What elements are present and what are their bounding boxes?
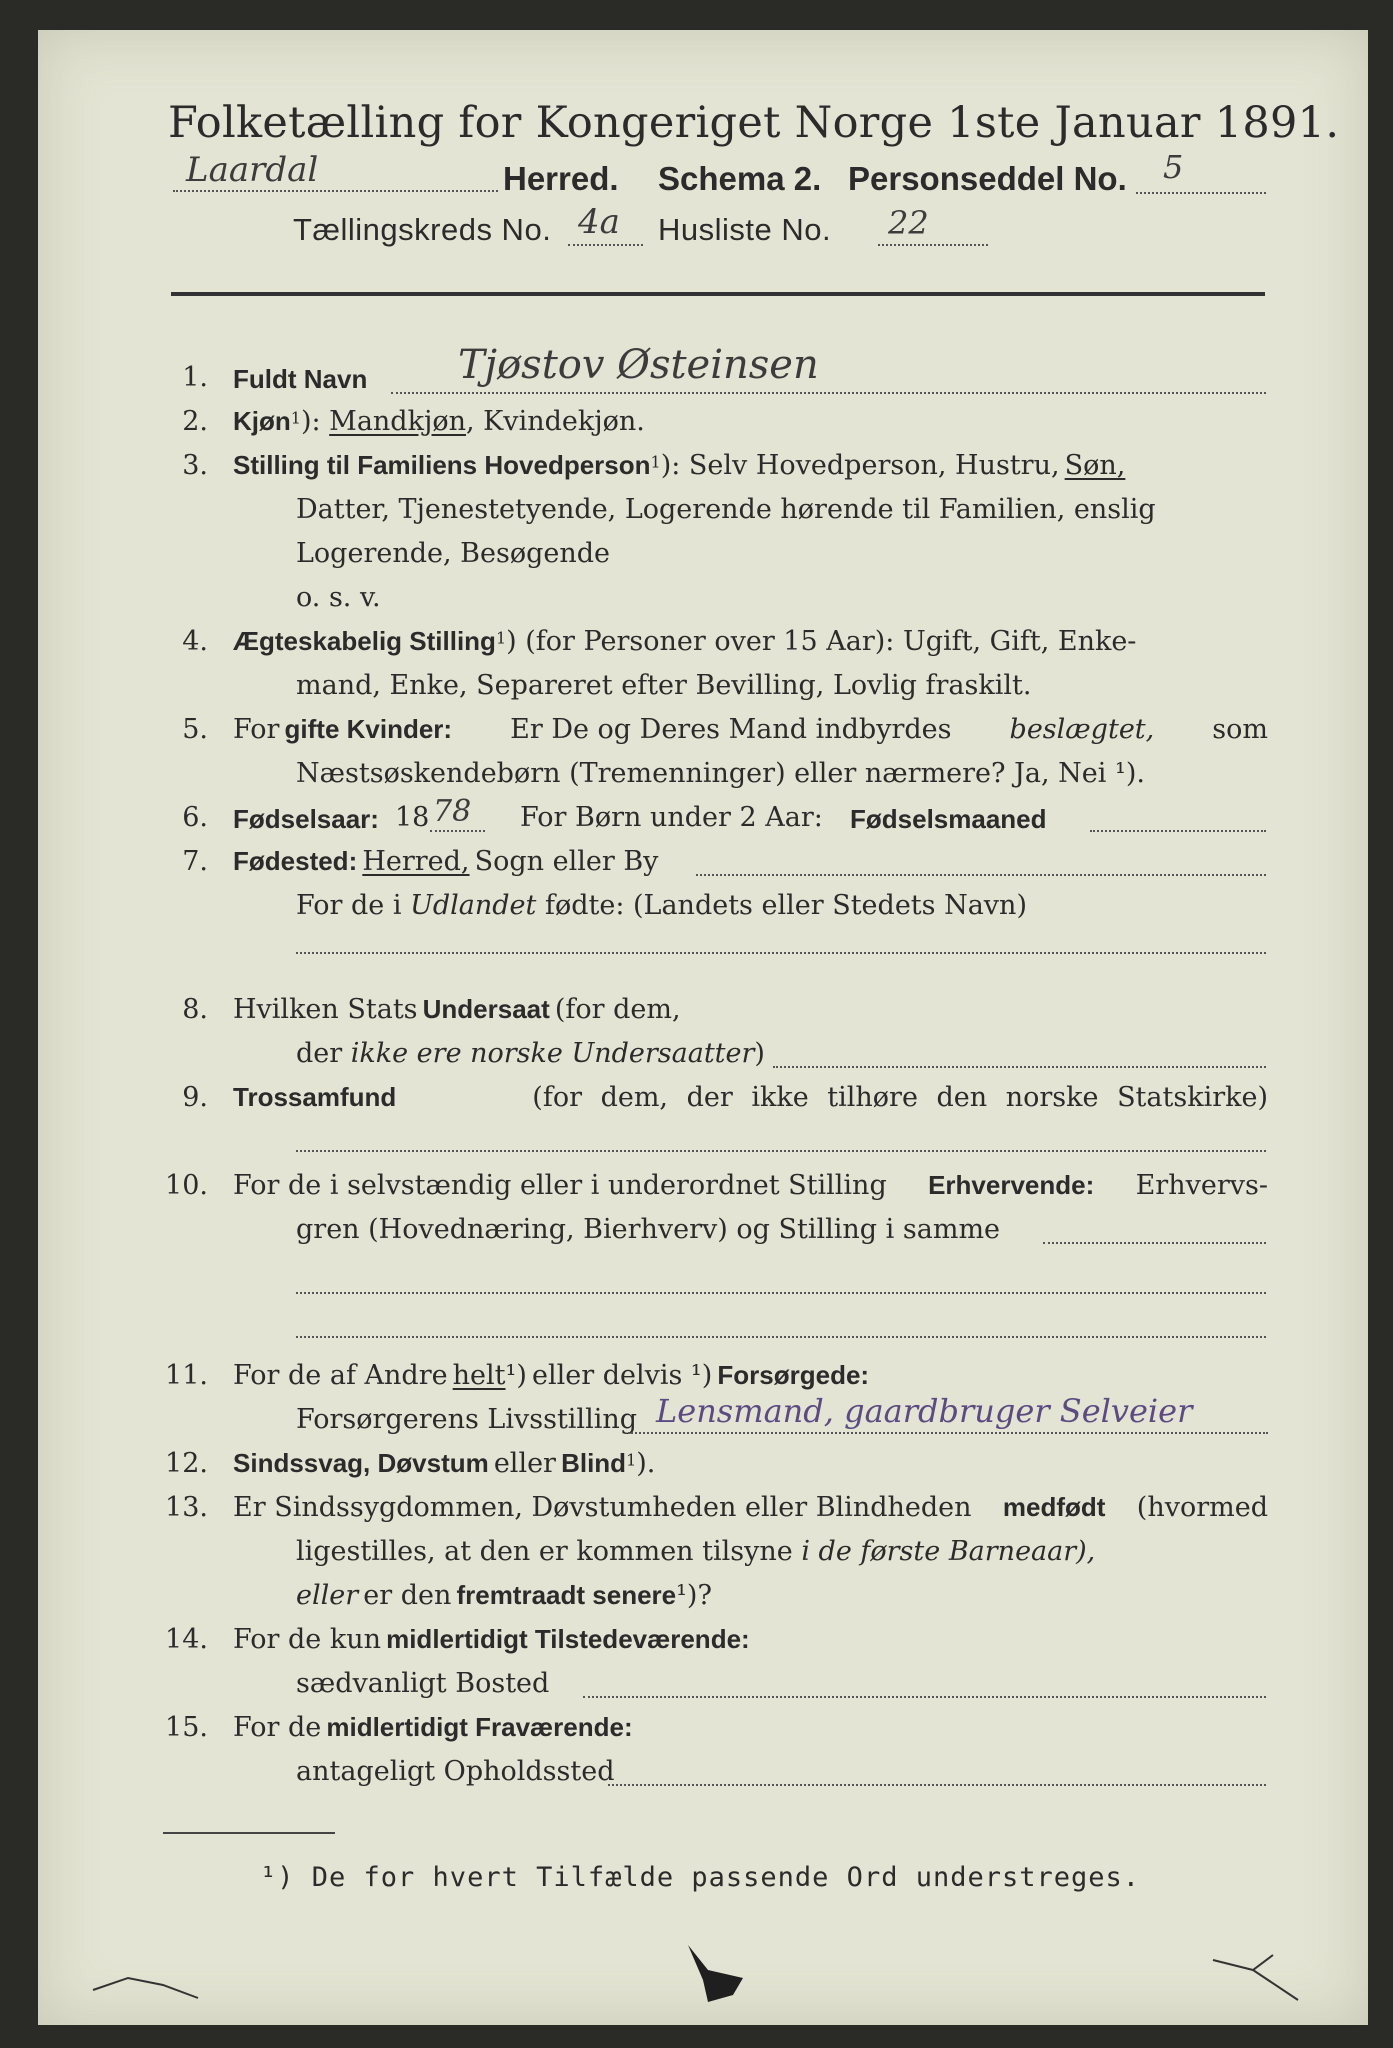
personseddel-number: 5 [1163,148,1184,186]
temporary-absent-line-1 [233,1712,633,1743]
birthplace-abroad-italic: Udlandet [410,890,537,921]
occupation-line2-b: Stilling i samme [778,1214,1001,1245]
sex-line: Kjøn$^1$): Mandkjøn, Kvindekjøn. [233,406,645,437]
marital-line-1: Ægteskabelig Stilling$^1$) (for Personer over 15 Aar): Ugift, Gift, Enke- [233,626,1137,657]
occupation-line-2 [296,1214,1000,1245]
congenital-line-3 [296,1580,712,1611]
citizenship-line-1 [233,994,681,1025]
supported-line-1: For de af Andre helt¹) eller delvis ¹) Forsørgede: [233,1360,870,1391]
position-line-4: o. s. v. [296,582,381,613]
item-number: 7. [182,846,208,877]
census-form-sheet [38,30,1368,2025]
occupation-post: Erhvervs- [1135,1170,1268,1201]
birthplace-line-2 [296,890,1027,921]
birth-year-prefix: 18 [395,802,430,833]
congenital-line-2 [296,1536,1095,1567]
position-line-1: Stilling til Familiens Hovedperson$^1$): Selv Hovedperson, Hustru, Søn, [233,450,1126,481]
full-name-answer: Tjøstov Østeinsen [458,342,819,388]
congenital-line3-a: er den [363,1580,452,1611]
pen-stroke-right [1203,1950,1323,2010]
kreds-number: 4a [578,202,620,242]
sex-label: Kjøn [233,406,291,436]
disability-line [233,1448,655,1479]
header-rule [171,292,1265,296]
item-number: 9. [182,1082,208,1113]
citizenship-line-2 [296,1038,765,1069]
married-women-related: beslægtet, [1009,714,1155,745]
marital-options-1: (for Personer over 15 Aar): Ugift, Gift, Enke- [525,626,1137,657]
occupation-dotline-2 [296,1292,1266,1294]
congenital-pre: Er Sindssygdommen, Døvstumheden eller Blindheden [233,1492,972,1523]
married-women-line-1 [233,714,1268,745]
item-number: 14. [165,1624,208,1655]
congenital-line-1 [233,1492,1268,1523]
supported-mid: eller delvis ¹) [531,1360,713,1391]
married-women-label: gifte Kvinder: [284,714,453,744]
birthplace-line-1 [233,846,658,877]
ink-blot-mark [678,1940,758,2010]
citizenship-label: Undersaat [422,994,550,1024]
citizenship-line2-pre: der [296,1038,343,1069]
birth-month-dotline [1090,830,1266,832]
birthplace-dotline [696,874,1266,876]
birth-month-text: For Børn under 2 Aar: [520,802,823,833]
item-number: 2. [182,406,208,437]
herred-label: Herred. [503,160,619,197]
position-line-2: Datter, Tjenestetyende, Logerende hørende til Familien, enslig [296,494,1156,525]
disability-end: ). [636,1448,656,1479]
birthplace-abroad-dotline [296,952,1266,954]
item-number: 12. [165,1448,208,1479]
congenital-line3-italic: eller [296,1580,359,1611]
occupation-line-1 [233,1170,1268,1201]
position-options-1: Selv Hovedperson, Hustru, [688,450,1060,481]
citizenship-dotline [773,1066,1266,1068]
birthplace-option-herred-underlined: Herred, [362,846,470,877]
supporter-occupation-dotline [628,1432,1268,1434]
sex-option-female: Kvindekjøn. [483,406,645,437]
birthplace-abroad-post: fødte: (Landets eller Stedets Navn) [544,890,1027,921]
birthplace-options: Sogn eller By [474,846,659,877]
full-name-dotline [391,392,1266,394]
citizenship-line2-italic: ikke ere norske Undersaatter [350,1038,755,1069]
item-number: 3. [182,450,208,481]
personseddel-label: Personseddel No. [848,160,1127,197]
supporter-occupation-label: Forsørgerens Livsstilling [296,1404,638,1435]
item-number: 1. [182,362,208,393]
item-number: 11. [165,1360,208,1391]
kreds-dotline [568,244,643,246]
herred-name-handwritten: Laardal [186,150,319,190]
congenital-post: (hvormed [1136,1492,1268,1523]
husliste-number: 22 [888,204,929,242]
birthplace-abroad-pre: For de i [296,890,402,921]
religion-text: (for dem, der ikke tilhøre den norske Statskirke) [532,1082,1268,1113]
kreds-label: Tællingskreds No. [293,212,552,247]
temporary-present-label: midlertidigt Tilstedeværende: [386,1624,750,1654]
birth-year-label: Fødselsaar: [233,804,379,834]
supported-label: Forsørgede: [717,1360,870,1390]
temporary-present-line-1 [233,1624,750,1655]
item-number: 6. [182,802,208,833]
marital-line-2: mand, Enke, Separeret efter Bevilling, Lovlig fraskilt. [296,670,1032,701]
item-number: 8. [182,994,208,1025]
usual-residence-label: sædvanligt Bosted [296,1668,550,1699]
item-number: 4. [182,626,208,657]
temporary-absent-pre: For de [233,1712,322,1743]
usual-residence-dotline [583,1696,1266,1698]
occupation-label: Erhvervende: [928,1170,1095,1200]
religion-line-1 [233,1082,1268,1113]
sex-option-male-underlined: Mandkjøn [329,406,466,437]
item-number: 15. [165,1712,208,1743]
congenital-line3-bold: fremtraadt senere [456,1580,677,1610]
citizenship-post: (for dem, [554,994,681,1025]
footnote-rule [163,1832,335,1834]
herred-dotline [173,190,498,192]
item-number: 13. [165,1492,208,1523]
marital-label: Ægteskabelig Stilling [233,626,496,656]
married-women-som: som [1212,714,1268,745]
occupation-dotline-3 [296,1336,1266,1338]
footnote-marker: 1 [495,628,507,648]
congenital-line2-italic: i de første Barneaar), [801,1536,1096,1567]
footnote-text: ¹) De for hvert Tilfælde passende Ord understreges. [260,1862,1141,1893]
footnote-marker: 1 [290,408,301,428]
birth-year-answer: 78 [433,794,472,829]
occupation-line2-a: gren (Hovednæring, Bierhverv) og [296,1214,770,1245]
pen-stroke-left [88,1960,208,2000]
schema-label: Schema 2. [658,160,822,197]
probable-residence-dotline [608,1784,1266,1786]
footnote-marker: 1 [650,452,661,472]
full-name-label: Fuldt Navn [233,364,368,394]
disability-label: Sindssvag, Døvstum [233,1448,489,1478]
footnote-marker: 1 [626,1450,637,1470]
congenital-line3-end: ¹)? [676,1580,712,1611]
position-label: Stilling til Familiens Hovedperson [233,450,651,480]
occupation-pre: For de i selvstændig eller i underordnet Stilling [233,1170,887,1201]
supported-pre: For de af Andre [233,1360,448,1391]
supporter-occupation-answer: Lensmand, gaardbruger Selveier [656,1392,1193,1430]
blind-label: Blind [561,1448,627,1478]
congenital-line2-a: ligestilles, at den er kommen tilsyne [296,1536,793,1567]
supported-option-helt-underlined: helt [452,1360,506,1391]
birthplace-label: Fødested: [233,846,358,876]
congenital-label: medfødt [1002,1492,1106,1522]
birth-year-dotline [430,830,485,832]
item-number: 5. [182,714,208,745]
married-women-line-2: Næstsøskendebørn (Tremenninger) eller nærmere? Ja, Nei ¹). [296,758,1145,789]
married-women-pre: For [233,714,280,745]
personseddel-dotline [1136,192,1266,194]
occupation-dotline-1 [1043,1242,1266,1244]
temporary-absent-label: midlertidigt Fraværende: [326,1712,633,1742]
citizenship-line2-close: ) [754,1038,765,1069]
religion-dotline [296,1150,1266,1152]
married-women-question: Er De og Deres Mand indbyrdes [510,714,952,745]
husliste-dotline [878,244,988,246]
birth-month-label: Fødselsmaaned [850,804,1047,834]
temporary-present-pre: For de kun [233,1624,381,1655]
husliste-label: Husliste No. [658,212,832,247]
position-option-son-underlined: Søn, [1064,450,1126,481]
probable-residence-label: antageligt Opholdssted [296,1756,615,1787]
disability-or: eller [493,1448,556,1479]
citizenship-pre: Hvilken Stats [233,994,418,1025]
position-line-3: Logerende, Besøgende [296,538,610,569]
religion-label: Trossamfund [233,1082,397,1112]
form-title: Folketælling for Kongeriget Norge 1ste Januar 1891. [168,98,1340,148]
item-number: 10. [165,1170,208,1201]
